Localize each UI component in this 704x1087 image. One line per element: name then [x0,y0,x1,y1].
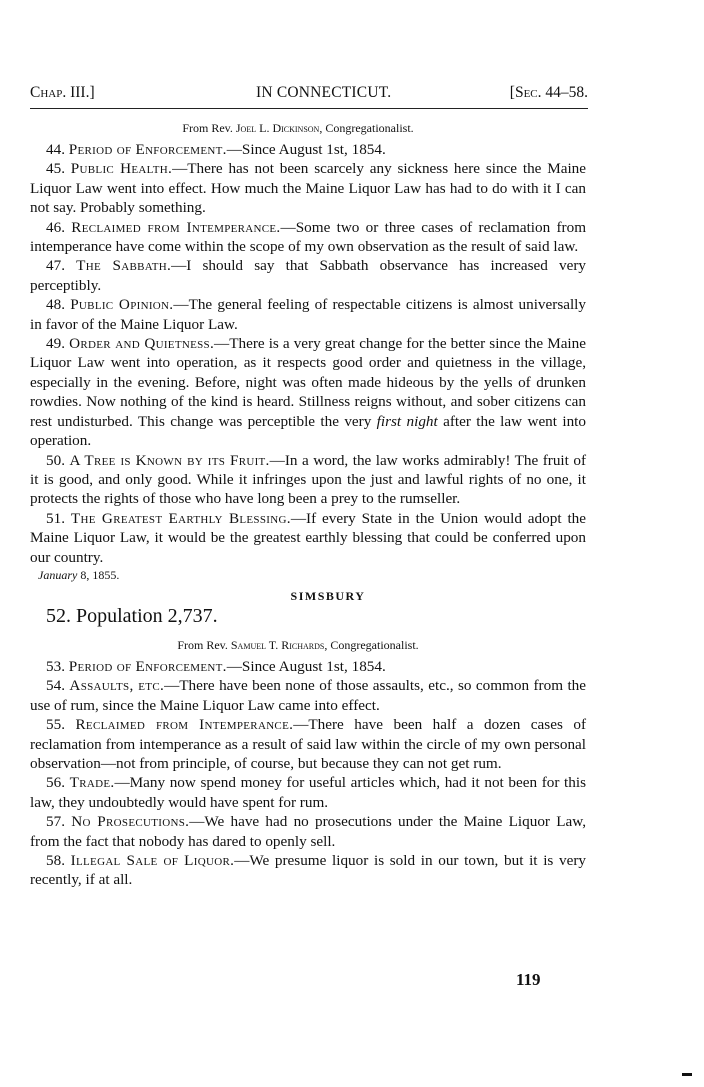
attribution-suffix: , Congregationalist. [319,121,414,135]
para-text: —In a word, the law works admirably! The fruit of it is good, and only good. While it infringes upon the just and lawful rights of no one, it protects the rights of those who have long been a prey to the rumseller. [30,451,587,508]
para-text: —Some two or three cases of reclamation from intemperance have come within the scope of my own observation as the result of said law. [30,218,587,256]
paragraph-54 [30,676,586,715]
para-number: 50. [46,451,65,469]
para-heading: Trade. [69,774,115,792]
para-number: 47. [46,257,65,275]
para-text: —There have been none of those assaults, etc., so common from the use of rum, since the Maine Liquor Law came into effect. [30,677,586,714]
para-heading: Assaults, etc. [69,677,165,695]
para-text: —If every State in the Union would adopt the Maine Liquor Law, it would be the greatest earthly blessing that could be conferred upon our country. [30,509,587,566]
paragraph-48 [30,295,586,334]
paragraph-46 [30,218,586,257]
para-heading: Order and Quietness. [69,335,215,353]
paragraph-58 [30,851,586,890]
paragraph-53 [30,657,586,676]
paragraph-56 [30,773,586,812]
paragraph-55 [30,715,586,773]
running-head [30,84,588,104]
para-number: 58. [46,852,65,869]
para-number: 55. [46,716,65,734]
para-text: —We presume liquor is sold in our town, but it is very recently, if at all. [30,852,586,889]
attribution-richards [30,637,586,654]
para-number: 46. [46,218,65,236]
para-text: —There is a very great change for the better since the Maine Liquor Law went into operation, as it respects good order and quietness in the village, especially in the evening. Before, night was often made hideous by the yells of drunken rowdies. Now nothing of the kind is heard. Stillness reigns without, and sober citizens can rest undisturbed. This change was perceptible the very [30,335,586,430]
para-text: —There has not been scarcely any sickness here since the Maine Liquor Law went into effect. How much the Maine Liquor Law has had to do with it I can not say. Probably something. [30,160,587,217]
para-text: —I should say that Sabbath observance has increased very perceptibly. [30,257,586,294]
attribution-suffix: , Congregationalist. [324,637,419,652]
paragraph-57 [30,812,586,851]
paragraph-49 [30,334,586,450]
attribution-prefix: From Rev. [182,121,236,135]
para-text: —Many now spend money for useful articles which, had it not been for this law, they undoubtedly would have spent for rum. [30,774,586,811]
scan-mark [682,1073,692,1076]
para-number: 56. [46,774,65,792]
para-heading: Reclaimed from Intemperance. [71,218,281,236]
population-line: 52. Population 2,737. [46,604,218,627]
attribution-dickinson [30,120,586,137]
paragraph-51 [30,509,586,567]
header-rule [30,108,588,109]
para-heading: Illegal Sale of Liquor. [70,852,235,869]
paragraph-47 [30,256,586,295]
para-number: 48. [46,296,65,314]
para-number: 51. [46,509,65,527]
attribution-name: Joel L. Dickinson [235,121,320,135]
para-heading: Public Health. [70,160,173,178]
attribution-prefix: From Rev. [177,637,231,652]
para-heading: Reclaimed from Intemperance. [75,716,294,734]
para-text: —Since August 1st, 1854. [226,141,386,158]
section-range: [Sec. 44–58. [509,84,588,101]
town-heading: SIMSBURY [290,588,366,603]
para-heading: The Greatest Earthly Blessing. [70,509,291,527]
para-italic-emphasis: first night [376,412,438,430]
para-heading: A Tree is Known by its Fruit. [69,451,270,469]
para-text: —We have had no prosecutions under the Maine Liquor Law, from the fact that nobody has dared to openly sell. [30,813,587,850]
para-text: —There have been half a dozen cases of reclamation from intemperance as a result of said law within the circle of my own personal observation—not from principle, of course, but because they can not get rum. [30,716,587,772]
running-title: IN CONNECTICUT. [256,84,392,101]
date-rest: 8, 1855. [77,567,120,582]
page-number: 119 [516,970,541,989]
para-number: 54. [46,677,65,695]
letter-date [38,567,586,583]
attribution-name: Samuel T. Richards [230,637,325,652]
para-heading: The Sabbath. [76,257,172,275]
para-number: 45. [46,160,65,178]
body-text [30,120,586,890]
paragraph-50 [30,451,586,509]
para-text: —The general feeling of respectable citizens is almost universally in favor of the Maine Liquor Law. [30,296,587,333]
para-number: 53. [46,657,65,675]
paragraph-44 [30,140,586,159]
paragraph-45 [30,159,586,217]
para-number: 49. [46,335,65,353]
para-text-continued: after the law went into operation. [30,412,586,450]
chapter-label: Chap. III.] [30,84,95,101]
para-heading: No Prosecutions. [71,813,190,831]
date-month: January [38,567,78,582]
para-number: 44. [46,141,65,158]
para-heading: Public Opinion. [70,296,174,314]
para-text: —Since August 1st, 1854. [226,657,386,675]
para-heading: Period of Enforcement. [68,657,227,675]
para-number: 57. [46,813,65,831]
para-heading: Period of Enforcement. [68,141,227,158]
